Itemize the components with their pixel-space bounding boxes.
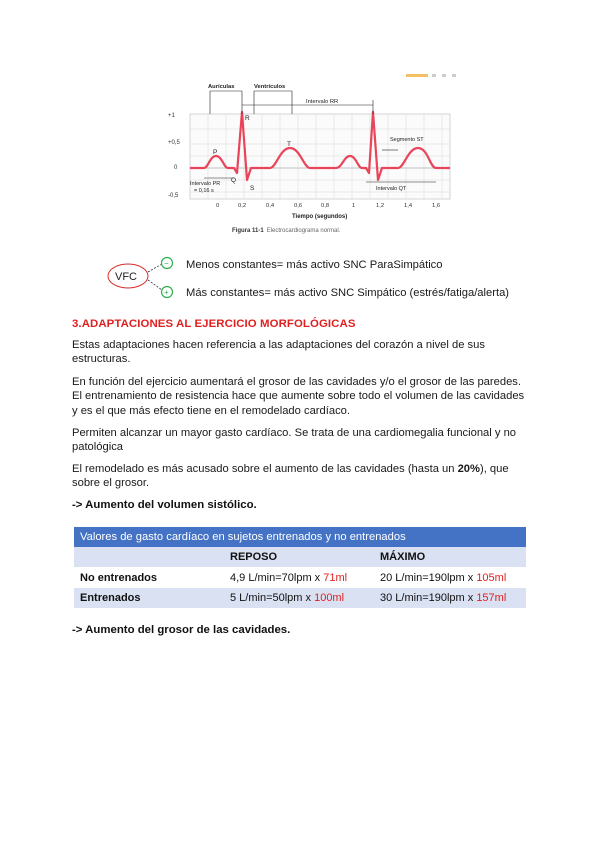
row-label: Entrenados (74, 588, 224, 608)
vfc-arrow-up (148, 264, 162, 272)
vfc-label: VFC (115, 271, 137, 283)
paragraph-1: Estas adaptaciones hacen referencia a las adaptaciones del corazón a nivel de sus estructuras. (72, 339, 485, 366)
table-cell (374, 588, 526, 608)
paragraph-4-a: El remodelado es más acusado sobre el aumento de las cavidades (hasta un (72, 463, 458, 475)
paragraph-2: En función del ejercicio aumentará el grosor de las cavidades y/o el grosor de las paredes. El entrenamiento de resistencia hace que aumente sobre todo el volumen de las cavidades y es el que más efecto tiene en el remodelado cardíaco. (72, 376, 525, 417)
decorative-mark (406, 74, 428, 77)
minus-symbol: − (164, 259, 169, 268)
row-label: No entrenados (74, 568, 224, 589)
caption-bold: Figura 11-1 (232, 228, 264, 234)
decorative-mark (452, 74, 456, 77)
decorative-mark (432, 74, 436, 77)
cell-highlight: 71ml (323, 572, 348, 584)
intervalo-pr-value: = 0,16 s (194, 188, 214, 194)
caption-text: Electrocardiograma normal. (266, 228, 341, 234)
table-cell (374, 568, 526, 589)
x-tick-label: 0,4 (266, 203, 275, 209)
x-tick-label: 0 (216, 203, 220, 209)
section-heading: 3.ADAPTACIONES AL EJERCICIO MORFOLÓGICAS (72, 318, 356, 330)
wave-p-label: P (213, 149, 218, 156)
point-grosor-cavidades: -> Aumento del grosor de las cavidades. (72, 624, 291, 636)
intervalo-pr-label: Intervalo PR (190, 181, 221, 187)
cell-text: 20 L/min=190lpm x (380, 572, 477, 584)
table-header-cell: MÁXIMO (374, 547, 526, 568)
table-cell (224, 568, 374, 589)
point-volumen-sistolico: -> Aumento del volumen sistólico. (72, 499, 257, 511)
x-tick-label: 0,8 (321, 203, 330, 209)
paragraph-3: Permiten alcanzar un mayor gasto cardíaco. Se trata de una cardiomegalia funcional y no patológica (72, 427, 517, 454)
plus-symbol: + (164, 288, 169, 297)
decorative-mark (442, 74, 446, 77)
segmento-st-label: Segmento ST (390, 137, 424, 143)
gasto-cardiaco-table (74, 527, 526, 608)
cell-highlight: 157ml (476, 592, 507, 604)
x-tick-label: 1,6 (432, 203, 441, 209)
y-tick-label: -0,5 (168, 193, 179, 199)
auriculas-label: Aurículas (208, 84, 235, 90)
paragraph-4-bold: 20% (457, 463, 480, 475)
cell-text: 4,9 L/min=70lpm x (230, 572, 324, 584)
x-tick-label: 0,2 (238, 203, 247, 209)
wave-t-label: T (287, 141, 291, 148)
y-tick-label: 0 (174, 165, 178, 171)
table-header-cell (74, 547, 224, 568)
paragraph-4 (72, 462, 528, 491)
vfc-arrow-down (148, 280, 162, 290)
table-header-cell: REPOSO (224, 547, 374, 568)
ecg-figure (160, 70, 470, 238)
cell-highlight: 105ml (476, 572, 507, 584)
ecg-grid (190, 114, 450, 199)
table-title-row (74, 527, 526, 547)
paragraph-4-c: ), que sobre el grosor. (72, 463, 509, 490)
table-row (74, 588, 526, 608)
cell-text: 5 L/min=50lpm x (230, 592, 315, 604)
table-header-row (74, 547, 526, 568)
intervalo-rr-label: Intervalo RR (306, 99, 339, 105)
x-tick-label: 1,2 (376, 203, 385, 209)
vfc-line-less: Menos constantes= más activo SNC ParaSimpático (186, 259, 443, 271)
y-tick-label: +1 (168, 113, 175, 119)
vfc-line-more: Más constantes= más activo SNC Simpático (estrés/fatiga/alerta) (186, 287, 510, 299)
table-row (74, 568, 526, 589)
x-tick-label: 0,6 (294, 203, 303, 209)
ventriculos-label: Ventrículos (254, 84, 286, 90)
table-title: Valores de gasto cardíaco en sujetos entrenados y no entrenados (74, 527, 526, 547)
gasto-cardiaco-table-wrap (74, 527, 526, 608)
cell-text: 30 L/min=190lpm x (380, 592, 477, 604)
vfc-diagram (104, 252, 184, 304)
figure-caption (232, 228, 341, 234)
x-tick-label: 1,4 (404, 203, 413, 209)
x-tick-label: 1 (352, 203, 356, 209)
wave-q-label: Q (231, 177, 237, 184)
cell-highlight: 100ml (314, 592, 345, 604)
table-cell (224, 588, 374, 608)
intervalo-qt-label: Intervalo QT (376, 186, 407, 192)
top-brackets (210, 91, 373, 114)
wave-s-label: S (250, 185, 255, 192)
x-axis-title: Tiempo (segundos) (292, 214, 348, 220)
wave-r-label: R (245, 115, 250, 122)
y-tick-label: +0,5 (168, 140, 180, 146)
